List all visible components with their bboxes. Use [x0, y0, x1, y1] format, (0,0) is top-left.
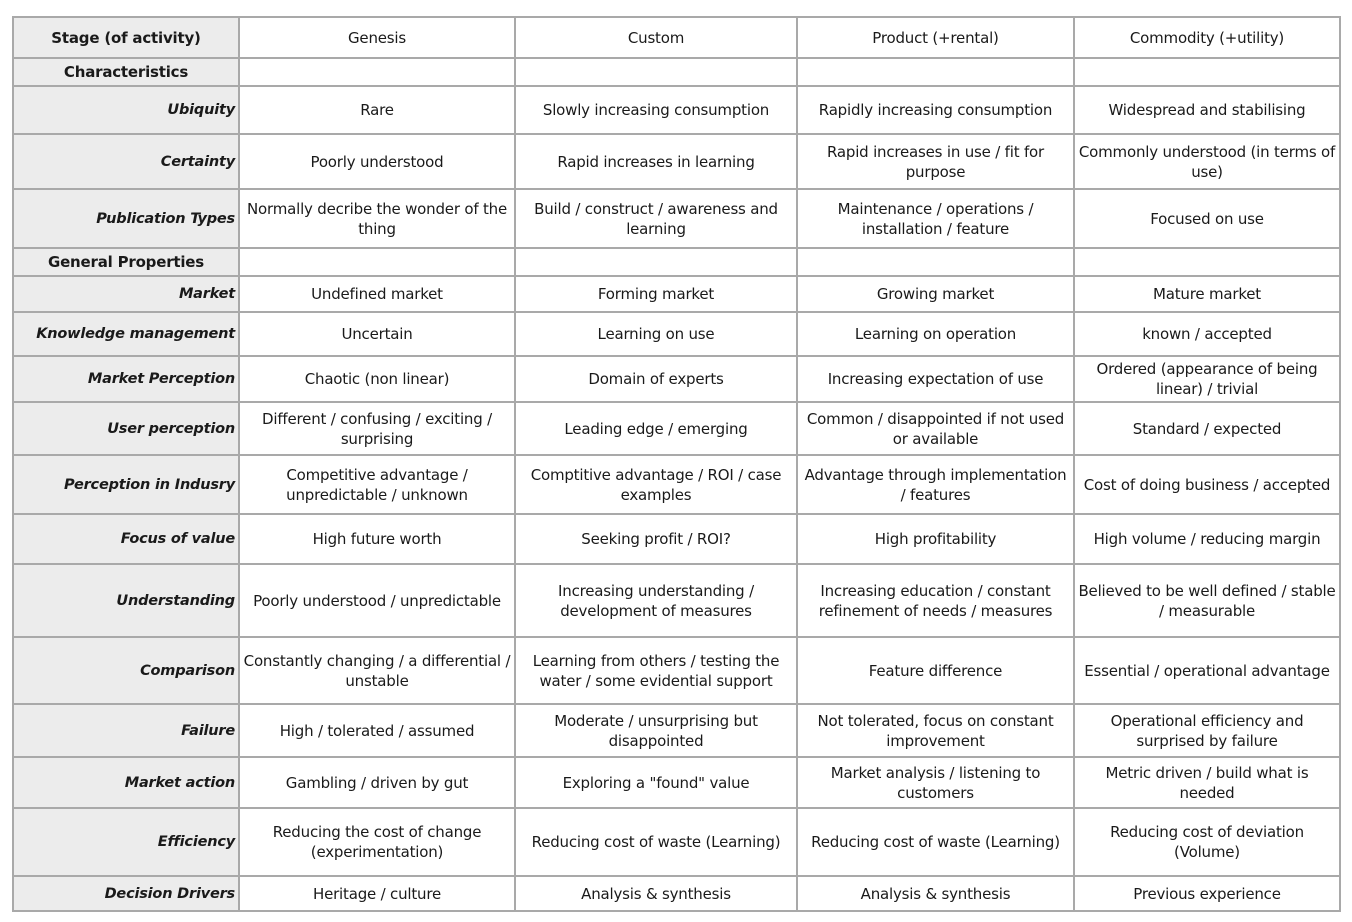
table-row — [13, 356, 1340, 402]
table-cell: Feature difference — [797, 637, 1074, 704]
table-cell: Ordered (appearance of being linear) / trivial — [1074, 356, 1340, 402]
table-cell: Learning from others / testing the water / some evidential support — [515, 637, 797, 704]
table-cell: Advantage through implementation / features — [797, 455, 1074, 514]
table-cell: Focused on use — [1074, 189, 1340, 248]
table-cell: Gambling / driven by gut — [239, 757, 515, 808]
table-row — [13, 276, 1340, 312]
table-cell: Previous experience — [1074, 876, 1340, 911]
table-cell: Increasing education / constant refinement of needs / measures — [797, 564, 1074, 637]
table-cell: Reducing the cost of change (experimentation) — [239, 808, 515, 876]
table-cell: Undefined market — [239, 276, 515, 312]
table-cell: Normally decribe the wonder of the thing — [239, 189, 515, 248]
table-cell: Operational efficiency and surprised by failure — [1074, 704, 1340, 757]
table-cell: High / tolerated / assumed — [239, 704, 515, 757]
table-cell: Different / confusing / exciting / surprising — [239, 402, 515, 455]
table-cell: High profitability — [797, 514, 1074, 564]
table-cell: High future worth — [239, 514, 515, 564]
table-cell: Leading edge / emerging — [515, 402, 797, 455]
table-cell: Competitive advantage / unpredictable / unknown — [239, 455, 515, 514]
table-cell: Standard / expected — [1074, 402, 1340, 455]
row-label: Market Perception — [13, 356, 239, 402]
section-row-characteristics — [13, 58, 1340, 86]
table-cell: Exploring a "found" value — [515, 757, 797, 808]
table-row — [13, 86, 1340, 134]
table-cell: Mature market — [1074, 276, 1340, 312]
table-row — [13, 402, 1340, 455]
row-label: Focus of value — [13, 514, 239, 564]
row-label: Comparison — [13, 637, 239, 704]
table-cell: Learning on operation — [797, 312, 1074, 356]
empty-cell — [515, 248, 797, 276]
table-row — [13, 808, 1340, 876]
table-row — [13, 514, 1340, 564]
table-cell: known / accepted — [1074, 312, 1340, 356]
stage-header-product: Product (+rental) — [797, 17, 1074, 58]
stage-header-custom: Custom — [515, 17, 797, 58]
table-cell: Domain of experts — [515, 356, 797, 402]
table-cell: Reducing cost of deviation (Volume) — [1074, 808, 1340, 876]
row-label: Decision Drivers — [13, 876, 239, 911]
row-label: User perception — [13, 402, 239, 455]
table-cell: Chaotic (non linear) — [239, 356, 515, 402]
table-cell: Common / disappointed if not used or available — [797, 402, 1074, 455]
table-row — [13, 312, 1340, 356]
table-row — [13, 637, 1340, 704]
table-cell: Maintenance / operations / installation / feature — [797, 189, 1074, 248]
table-cell: Metric driven / build what is needed — [1074, 757, 1340, 808]
table-cell: Heritage / culture — [239, 876, 515, 911]
table-cell: Rapid increases in learning — [515, 134, 797, 189]
row-label: Market — [13, 276, 239, 312]
row-label: Certainty — [13, 134, 239, 189]
row-label: Failure — [13, 704, 239, 757]
table-cell: Poorly understood / unpredictable — [239, 564, 515, 637]
stage-header-genesis: Genesis — [239, 17, 515, 58]
table-cell: Analysis & synthesis — [797, 876, 1074, 911]
row-label: Publication Types — [13, 189, 239, 248]
header-row — [13, 17, 1340, 58]
empty-cell — [239, 248, 515, 276]
row-label: Ubiquity — [13, 86, 239, 134]
empty-cell — [1074, 248, 1340, 276]
row-label: Market action — [13, 757, 239, 808]
table-cell: Poorly understood — [239, 134, 515, 189]
row-label: Knowledge management — [13, 312, 239, 356]
table-cell: Rare — [239, 86, 515, 134]
section-title: Characteristics — [13, 58, 239, 86]
row-label: Understanding — [13, 564, 239, 637]
table-cell: Forming market — [515, 276, 797, 312]
table-cell: Learning on use — [515, 312, 797, 356]
table-row — [13, 757, 1340, 808]
table-row — [13, 564, 1340, 637]
table-cell: Increasing expectation of use — [797, 356, 1074, 402]
table-cell: Commonly understood (in terms of use) — [1074, 134, 1340, 189]
table-cell: Moderate / unsurprising but disappointed — [515, 704, 797, 757]
table-cell: Rapid increases in use / fit for purpose — [797, 134, 1074, 189]
section-row-general-properties — [13, 248, 1340, 276]
table-row — [13, 134, 1340, 189]
table-cell: Constantly changing / a differential / unstable — [239, 637, 515, 704]
empty-cell — [797, 248, 1074, 276]
table-cell: Not tolerated, focus on constant improvement — [797, 704, 1074, 757]
table-cell: Build / construct / awareness and learning — [515, 189, 797, 248]
table-cell: Analysis & synthesis — [515, 876, 797, 911]
empty-cell — [239, 58, 515, 86]
table-row — [13, 189, 1340, 248]
table-cell: Believed to be well defined / stable / measurable — [1074, 564, 1340, 637]
table-cell: Market analysis / listening to customers — [797, 757, 1074, 808]
row-label: Efficiency — [13, 808, 239, 876]
table-row — [13, 455, 1340, 514]
table-row — [13, 876, 1340, 911]
row-label: Perception in Indusry — [13, 455, 239, 514]
table-cell: Increasing understanding / development of measures — [515, 564, 797, 637]
table-cell: Reducing cost of waste (Learning) — [797, 808, 1074, 876]
table-cell: Uncertain — [239, 312, 515, 356]
empty-cell — [1074, 58, 1340, 86]
stage-header-label: Stage (of activity) — [13, 17, 239, 58]
table-cell: Growing market — [797, 276, 1074, 312]
evolution-characteristics-table — [12, 16, 1341, 912]
table-row — [13, 704, 1340, 757]
table-cell: Rapidly increasing consumption — [797, 86, 1074, 134]
table-cell: Widespread and stabilising — [1074, 86, 1340, 134]
table-cell: Slowly increasing consumption — [515, 86, 797, 134]
table-cell: High volume / reducing margin — [1074, 514, 1340, 564]
table-cell: Reducing cost of waste (Learning) — [515, 808, 797, 876]
table-cell: Essential / operational advantage — [1074, 637, 1340, 704]
table-cell: Comptitive advantage / ROI / case examples — [515, 455, 797, 514]
empty-cell — [515, 58, 797, 86]
empty-cell — [797, 58, 1074, 86]
stage-header-commodity: Commodity (+utility) — [1074, 17, 1340, 58]
table-cell: Seeking profit / ROI? — [515, 514, 797, 564]
section-title: General Properties — [13, 248, 239, 276]
table-cell: Cost of doing business / accepted — [1074, 455, 1340, 514]
